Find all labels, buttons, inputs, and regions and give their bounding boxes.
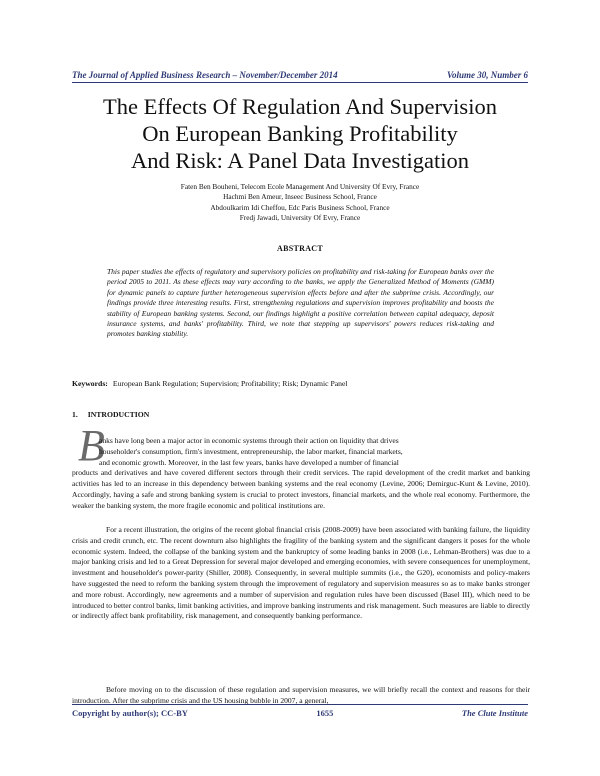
para-text: products and derivatives and have covered different sectors through their credit services. The rapid development of the credit market and banking activities has led to an increase in this dependency between banking systems and the real economy (Levine, 2006; Demirguc-Kunt & Levine, 2010). Accordingly, having a safe and strong banking system is crucial to protect investors, financial markets, and the whole real economy. Furthermore, the weaker the banking system, the more fragile economic and political institutions are. (72, 468, 530, 510)
title-line: The Effects Of Regulation And Supervision (103, 94, 497, 119)
section-heading (72, 410, 149, 419)
intro-paragraph-2: For a recent illustration, the origins of the recent global financial crisis (2008-2009) have been associated with banking failure, the liquidity crisis and credit crunch, etc. The recent downturn also highlights the fragility of the banking system and the significant dangers it poses for the whole economic system. Indeed, the collapse of the banking system and the bankruptcy of some leading banks in 2008 (i.e., Lehman-Brothers) was due to a major banking crisis and led to a Great Depression for several major developed and emerging economies, with severe consequences for unemployment, investment and householder's power-parity (Shiller, 2008). Consequently, in several multiple summits (i.e., the G20), economists and policy-makers have suggested the need to reform the banking system through the improvement of regulatory and supervision measures so as to make banks stronger and more robust. Accordingly, new agreements and a number of supervision and regulation rules have been discussed (Basel III), which need to be introduced to better control banks, limit banking activities, and improve banking instruments and risk management. Such measures are liable to directly or indirectly affect bank profitability, risk management, and consequently banking performance. (72, 525, 530, 621)
title-line: On European Banking Profitability (142, 121, 458, 146)
intro-paragraph-1 (72, 436, 530, 512)
author-line: Faten Ben Bouheni, Telecom Ecole Management And University Of Evry, France (180, 182, 420, 191)
keywords (72, 379, 540, 388)
section-title: INTRODUCTION (87, 410, 150, 419)
para-line: householder's consumption, firm's investment, entrepreneurship, the labor market, financial markets, (99, 446, 403, 456)
journal-header (72, 70, 528, 83)
publisher-name: The Clute Institute (461, 708, 528, 718)
title-line: And Risk: A Panel Data Investigation (130, 148, 470, 173)
abstract-heading: ABSTRACT (277, 244, 323, 253)
page-number: 1655 (316, 708, 334, 718)
keywords-text: European Bank Regulation; Supervision; Profitability; Risk; Dynamic Panel (112, 379, 348, 388)
author-line: Fredj Jawadi, University Of Evry, France (239, 212, 361, 222)
page-footer (72, 704, 528, 718)
volume-number: Volume 30, Number 6 (446, 70, 528, 80)
para-line: anks have long been a major actor in economic systems through their action on liquidity that drives (99, 436, 399, 445)
keywords-label: Keywords: (72, 379, 108, 388)
journal-name: The Journal of Applied Business Research – November/December 2014 (72, 70, 338, 80)
paper-title (60, 93, 540, 174)
intro-paragraph-3: Before moving on to the discussion of these regulation and supervision measures, we will briefly recall the context and reasons for their introduction. After the subprime crisis and the US housing bubble in 2007, a general, (72, 685, 530, 705)
abstract-text: This paper studies the effects of regulatory and supervisory policies on profitability and risk-taking for European banks over the period 2005 to 2011. As these effects may vary according to the banks, we apply the Generalized Method of Moments (GMM) for dynamic panels to capture further heterogeneous supervision effects before and after the subprime crisis. Accordingly, our findings provide three interesting results. First, strengthening regulations and supervision improves profitability and boosts the stability of European banking systems. Second, our findings highlight a positive correlation between capital adequacy, deposit insurance systems, and banks' profitability. Third, we note that stepping up supervisors' powers reduces risk-taking and promotes banking stability. (107, 267, 494, 339)
author-line: Abdoulkarim Idi Cheffou, Edc Paris Business School, France (210, 202, 390, 212)
drop-cap: B (78, 421, 105, 470)
author-line: Hachmi Ben Ameur, Inseec Business School, France (223, 192, 377, 202)
para-line: and economic growth. Moreover, in the last few years, banks have developed a number of financial (99, 457, 399, 467)
author-list (72, 182, 528, 223)
copyright-notice: Copyright by author(s); CC-BY (72, 708, 188, 718)
section-number: 1. (72, 410, 78, 419)
